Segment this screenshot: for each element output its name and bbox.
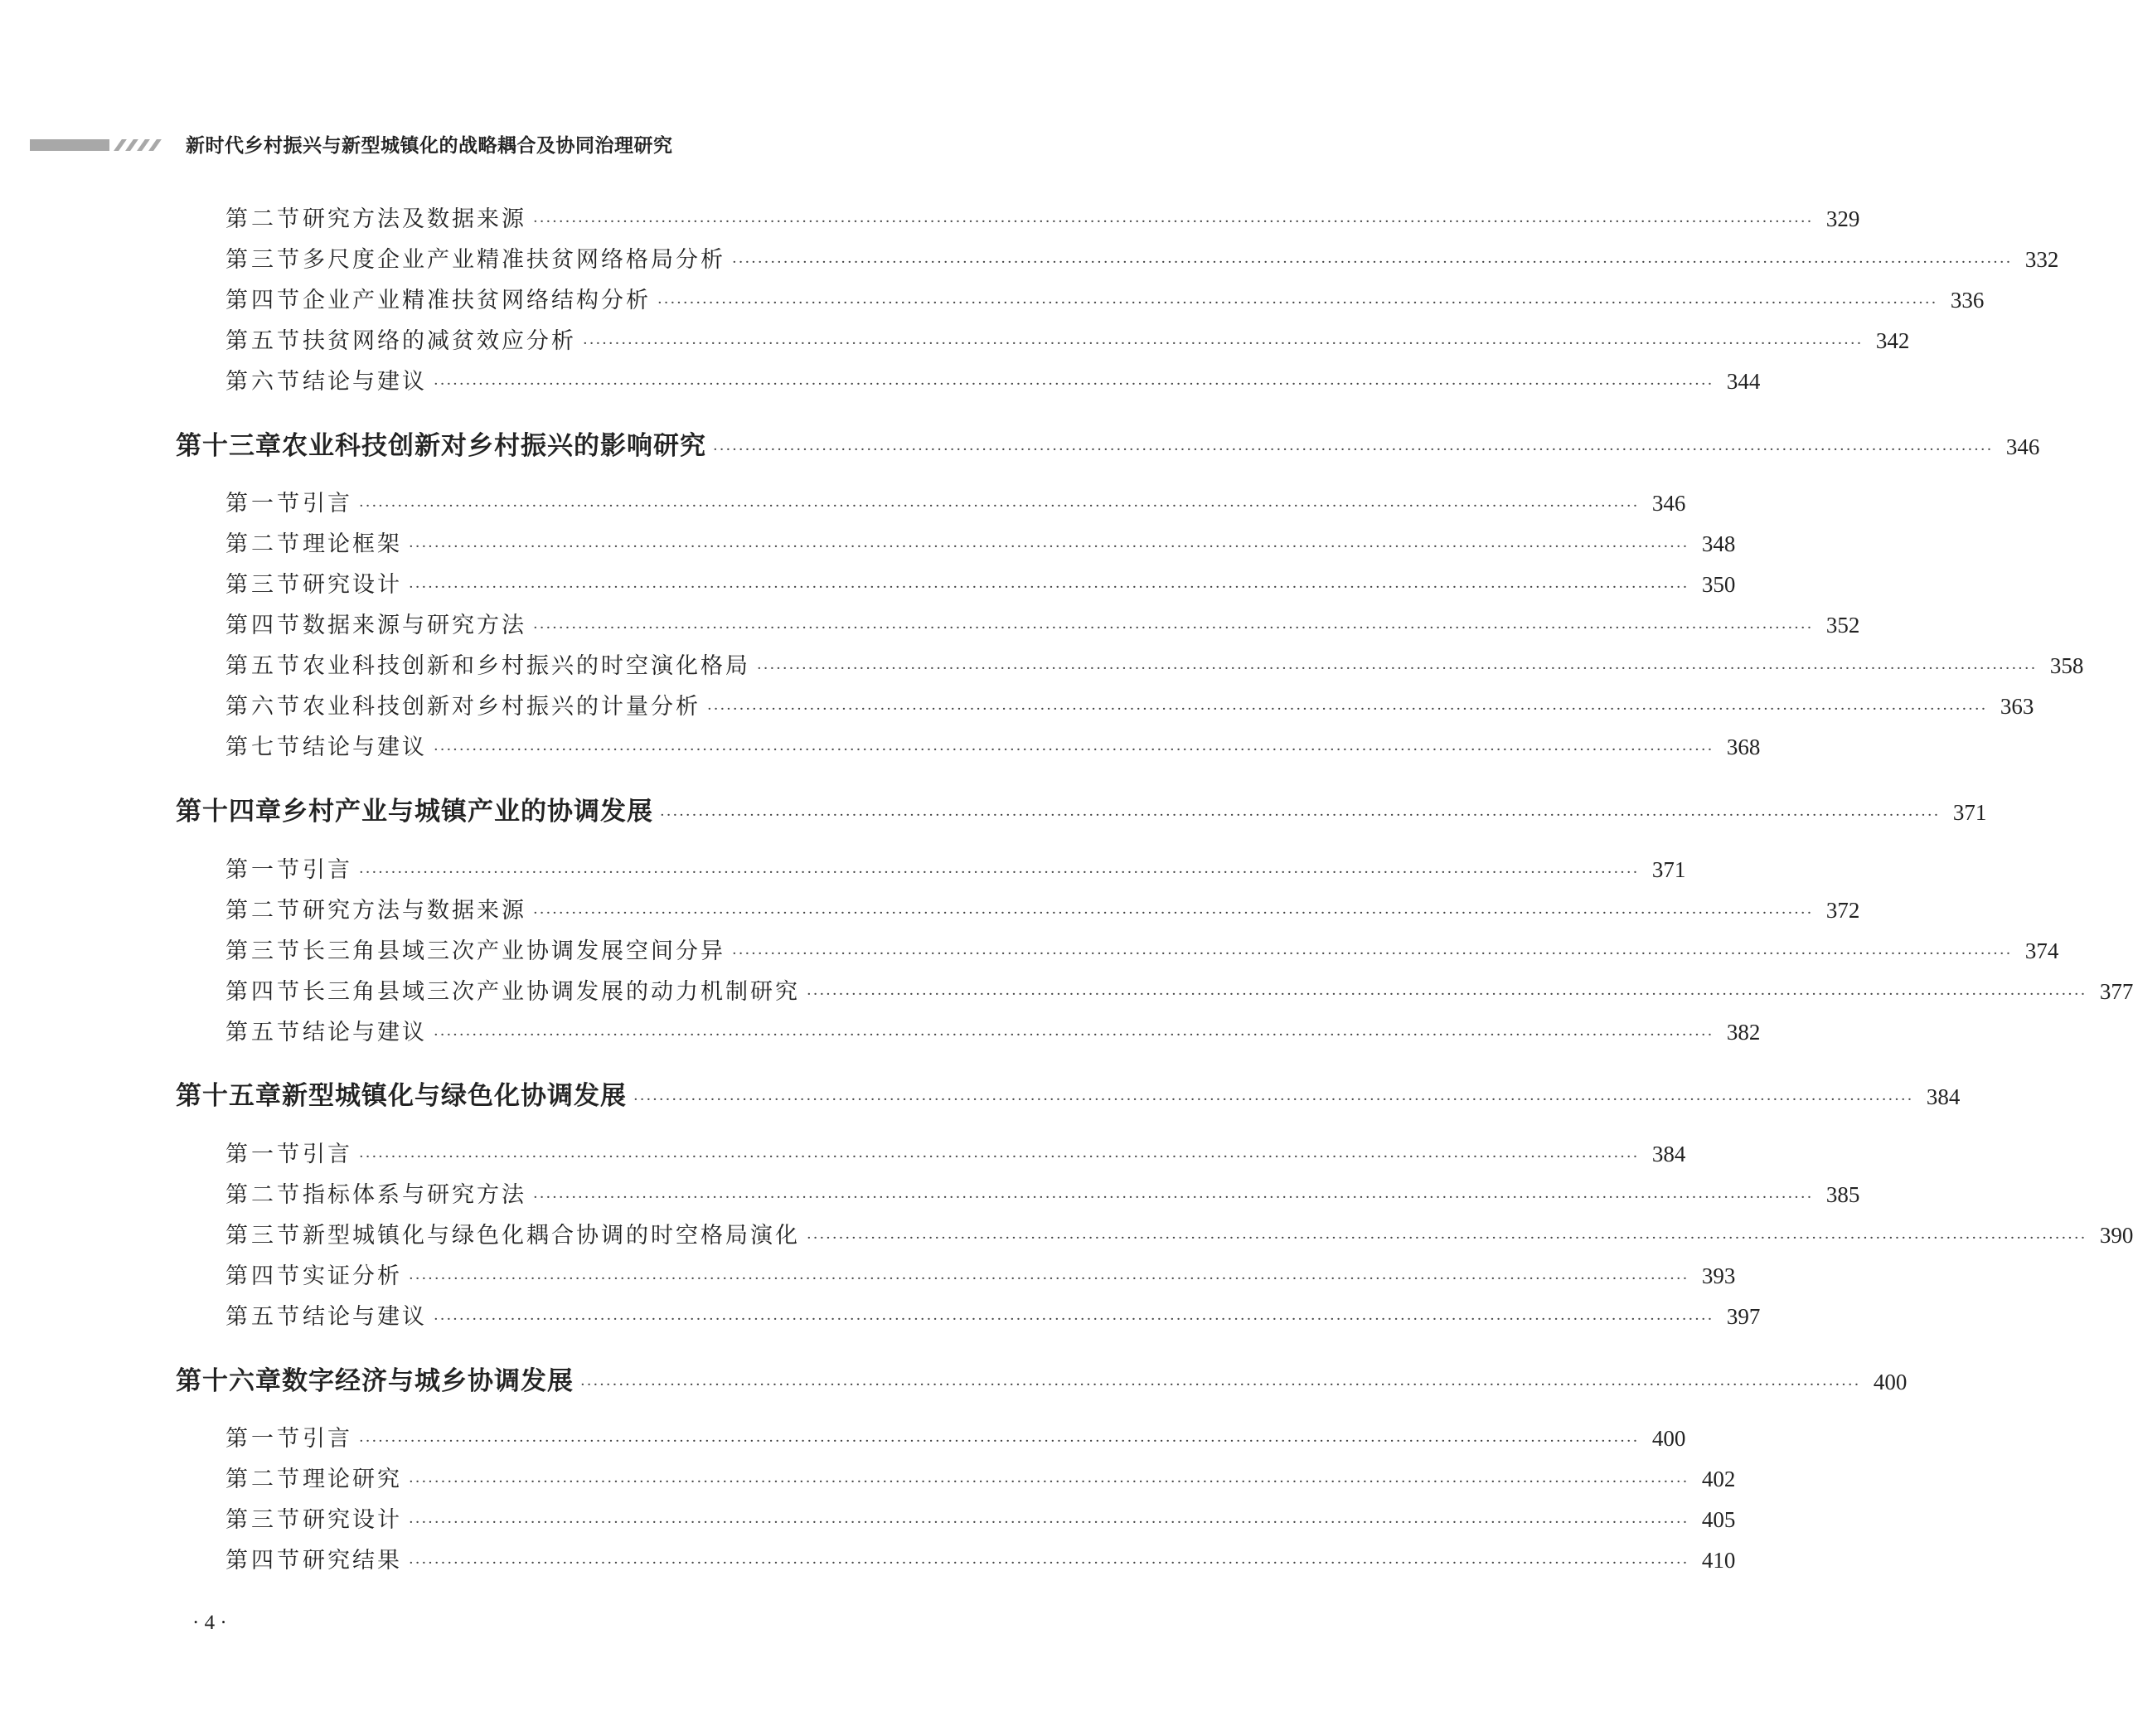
dot-leader: ········································································································································································································ xyxy=(434,1311,1714,1328)
section-title: 结论与建议 xyxy=(303,1020,427,1045)
dot-leader: ········································································································································································································ xyxy=(409,1473,1689,1491)
dot-leader: ········································································································································································································ xyxy=(732,945,2013,963)
section-number: 第二节 xyxy=(225,1182,303,1208)
dot-leader: ········································································································································································································ xyxy=(533,619,1814,637)
dot-leader: ········································································································································································································ xyxy=(757,660,2038,677)
toc-section-entry[interactable] xyxy=(225,241,2059,274)
page-ref: 346 xyxy=(1651,491,1686,516)
header-decoration-slash xyxy=(125,139,138,151)
page-ref: 402 xyxy=(1701,1467,1736,1491)
toc-section-entry[interactable] xyxy=(225,201,1860,233)
section-title: 结论与建议 xyxy=(303,1304,427,1330)
section-number: 第二节 xyxy=(225,1467,303,1492)
section-title: 理论研究 xyxy=(303,1467,402,1492)
toc-chapter-entry[interactable] xyxy=(176,424,2040,462)
toc-section-entry[interactable] xyxy=(225,1461,1736,1493)
dot-leader: ········································································································································································································ xyxy=(409,1270,1689,1287)
section-title: 引言 xyxy=(303,491,352,516)
section-title: 企业产业精准扶贫网络结构分析 xyxy=(303,288,651,313)
page-ref: 336 xyxy=(1950,288,1985,313)
page-ref: 358 xyxy=(2049,653,2084,678)
dot-leader: ········································································································································································································ xyxy=(580,1376,1861,1394)
header-decoration-bar xyxy=(30,139,109,151)
section-title: 实证分析 xyxy=(303,1263,402,1289)
toc-section-entry[interactable] xyxy=(225,363,1761,395)
page-ref: 390 xyxy=(2099,1223,2133,1248)
page-ref: 346 xyxy=(2005,434,2040,459)
toc-chapter-entry[interactable] xyxy=(176,790,1987,827)
dot-leader: ········································································································································································································ xyxy=(434,741,1714,759)
section-number: 第二节 xyxy=(225,206,303,232)
chapter-title: 乡村产业与城镇产业的协调发展 xyxy=(282,797,653,827)
page-number: · 4 · xyxy=(192,1612,227,1634)
section-title: 农业科技创新和乡村振兴的时空演化格局 xyxy=(303,653,750,679)
page-ref: 397 xyxy=(1726,1304,1761,1329)
section-number: 第四节 xyxy=(225,1548,303,1574)
section-title: 研究设计 xyxy=(303,572,402,598)
section-title: 理论框架 xyxy=(303,531,402,557)
toc-section-entry[interactable] xyxy=(225,1501,1736,1534)
section-title: 长三角县域三次产业协调发展的动力机制研究 xyxy=(303,979,800,1005)
toc-chapter-entry[interactable] xyxy=(176,1360,1908,1397)
page-ref: 384 xyxy=(1651,1142,1686,1166)
section-number: 第五节 xyxy=(225,653,303,679)
page-ref: 363 xyxy=(2000,694,2034,719)
page-ref: 368 xyxy=(1726,735,1761,759)
chapter-title: 数字经济与城乡协调发展 xyxy=(282,1366,574,1396)
page-ref: 352 xyxy=(1825,613,1860,638)
toc-section-entry[interactable] xyxy=(225,566,1736,599)
page-ref: 400 xyxy=(1651,1426,1686,1451)
dot-leader: ········································································································································································································ xyxy=(409,1554,1689,1572)
toc-section-entry[interactable] xyxy=(225,607,1860,639)
chapter-number: 第十三章 xyxy=(176,431,282,461)
section-number: 第四节 xyxy=(225,613,303,638)
toc-section-entry[interactable] xyxy=(225,1542,1736,1574)
page-ref: 348 xyxy=(1701,531,1736,556)
toc-section-entry[interactable] xyxy=(225,933,2059,965)
dot-leader: ········································································································································································································ xyxy=(359,1148,1640,1166)
section-number: 第四节 xyxy=(225,288,303,313)
toc-section-entry[interactable] xyxy=(225,282,1985,314)
dot-leader: ········································································································································································································ xyxy=(409,1514,1689,1531)
page-ref: 374 xyxy=(2024,938,2059,963)
section-title: 研究结果 xyxy=(303,1548,402,1574)
toc-section-entry[interactable] xyxy=(225,1014,1761,1046)
page-ref: 332 xyxy=(2024,247,2059,272)
section-number: 第二节 xyxy=(225,531,303,557)
dot-leader: ········································································································································································································ xyxy=(732,254,2013,271)
page-ref: 405 xyxy=(1701,1507,1736,1532)
section-title: 数据来源与研究方法 xyxy=(303,613,526,638)
chapter-number: 第十五章 xyxy=(176,1081,282,1111)
section-number: 第二节 xyxy=(225,898,303,924)
section-number: 第五节 xyxy=(225,1020,303,1045)
section-number: 第一节 xyxy=(225,1426,303,1452)
toc-section-entry[interactable] xyxy=(225,647,2084,680)
page-ref: 371 xyxy=(1651,857,1686,882)
toc-section-entry[interactable] xyxy=(225,729,1761,761)
book-title: 新时代乡村振兴与新型城镇化的战略耦合及协同治理研究 xyxy=(186,135,673,157)
dot-leader: ········································································································································································································ xyxy=(359,1433,1640,1450)
dot-leader: ········································································································································································································ xyxy=(713,441,1994,458)
chapter-number: 第十四章 xyxy=(176,797,282,827)
toc-section-entry[interactable] xyxy=(225,688,2034,720)
dot-leader: ········································································································································································································ xyxy=(533,1189,1814,1206)
toc-section-entry[interactable] xyxy=(225,1136,1686,1168)
section-title: 多尺度企业产业精准扶贫网络格局分析 xyxy=(303,247,725,273)
toc-section-entry[interactable] xyxy=(225,1176,1860,1209)
dot-leader: ········································································································································································································ xyxy=(707,701,1988,718)
page-ref: 385 xyxy=(1825,1182,1860,1207)
page-ref: 400 xyxy=(1873,1370,1908,1394)
section-title: 研究方法及数据来源 xyxy=(303,206,526,232)
page-ref: 393 xyxy=(1701,1263,1736,1288)
page-ref: 329 xyxy=(1825,206,1860,231)
toc-section-entry[interactable] xyxy=(225,1258,1736,1290)
header-decoration-slash xyxy=(137,139,150,151)
page-ref: 372 xyxy=(1825,898,1860,923)
section-number: 第三节 xyxy=(225,938,303,964)
dot-leader: ········································································································································································································ xyxy=(657,294,1938,312)
dot-leader: ········································································································································································································ xyxy=(660,807,1941,824)
section-number: 第五节 xyxy=(225,1304,303,1330)
toc-section-entry[interactable] xyxy=(225,1420,1686,1452)
chapter-title: 农业科技创新对乡村振兴的影响研究 xyxy=(282,431,706,461)
toc-section-entry[interactable] xyxy=(225,892,1860,924)
toc-section-entry[interactable] xyxy=(225,1217,2133,1249)
dot-leader: ········································································································································································································ xyxy=(409,538,1689,555)
section-number: 第七节 xyxy=(225,735,303,760)
header-decoration-slash xyxy=(148,139,162,151)
section-title: 研究设计 xyxy=(303,1507,402,1533)
toc-section-entry[interactable] xyxy=(225,322,1910,355)
section-title: 农业科技创新对乡村振兴的计量分析 xyxy=(303,694,700,720)
page-ref: 410 xyxy=(1701,1548,1736,1573)
section-number: 第三节 xyxy=(225,1507,303,1533)
dot-leader: ········································································································································································································ xyxy=(359,864,1640,881)
dot-leader: ········································································································································································································ xyxy=(583,335,1864,352)
section-number: 第四节 xyxy=(225,979,303,1005)
dot-leader: ········································································································································································································ xyxy=(807,1229,2087,1247)
section-number: 第六节 xyxy=(225,369,303,395)
section-number: 第三节 xyxy=(225,572,303,598)
toc-section-entry[interactable] xyxy=(225,851,1686,884)
dot-leader: ········································································································································································································ xyxy=(807,986,2087,1003)
section-title: 扶贫网络的减贫效应分析 xyxy=(303,328,576,354)
dot-leader: ········································································································································································································ xyxy=(434,376,1714,393)
section-number: 第四节 xyxy=(225,1263,303,1289)
section-title: 研究方法与数据来源 xyxy=(303,898,526,924)
dot-leader: ········································································································································································································ xyxy=(533,213,1814,230)
section-number: 第一节 xyxy=(225,857,303,883)
dot-leader: ········································································································································································································ xyxy=(409,579,1689,596)
toc-section-entry[interactable] xyxy=(225,526,1736,558)
section-number: 第一节 xyxy=(225,1142,303,1167)
toc-section-entry[interactable] xyxy=(225,973,2133,1006)
chapter-number: 第十六章 xyxy=(176,1366,282,1396)
section-number: 第六节 xyxy=(225,694,303,720)
dot-leader: ········································································································································································································ xyxy=(434,1026,1714,1044)
section-number: 第一节 xyxy=(225,491,303,516)
toc-chapter-entry[interactable] xyxy=(176,1074,1961,1112)
section-number: 第三节 xyxy=(225,247,303,273)
section-title: 指标体系与研究方法 xyxy=(303,1182,526,1208)
toc-section-entry[interactable] xyxy=(225,1298,1761,1331)
section-title: 引言 xyxy=(303,1142,352,1167)
dot-leader: ········································································································································································································ xyxy=(533,904,1814,922)
page-ref: 371 xyxy=(1952,800,1987,825)
page-ref: 342 xyxy=(1875,328,1910,353)
page-ref: 350 xyxy=(1701,572,1736,597)
header-decoration-slash xyxy=(114,139,127,151)
page-ref: 384 xyxy=(1926,1084,1961,1109)
section-title: 结论与建议 xyxy=(303,735,427,760)
section-title: 引言 xyxy=(303,857,352,883)
page-ref: 377 xyxy=(2099,979,2133,1004)
section-title: 新型城镇化与绿色化耦合协调的时空格局演化 xyxy=(303,1223,800,1249)
page-ref: 344 xyxy=(1726,369,1761,394)
section-number: 第三节 xyxy=(225,1223,303,1249)
section-number: 第五节 xyxy=(225,328,303,354)
section-title: 结论与建议 xyxy=(303,369,427,395)
toc-section-entry[interactable] xyxy=(225,485,1686,517)
section-title: 长三角县域三次产业协调发展空间分异 xyxy=(303,938,725,964)
chapter-title: 新型城镇化与绿色化协调发展 xyxy=(282,1081,627,1111)
running-header xyxy=(0,133,1247,162)
dot-leader: ········································································································································································································ xyxy=(633,1091,1914,1108)
section-title: 引言 xyxy=(303,1426,352,1452)
page-ref: 382 xyxy=(1726,1020,1761,1045)
dot-leader: ········································································································································································································ xyxy=(359,497,1640,515)
